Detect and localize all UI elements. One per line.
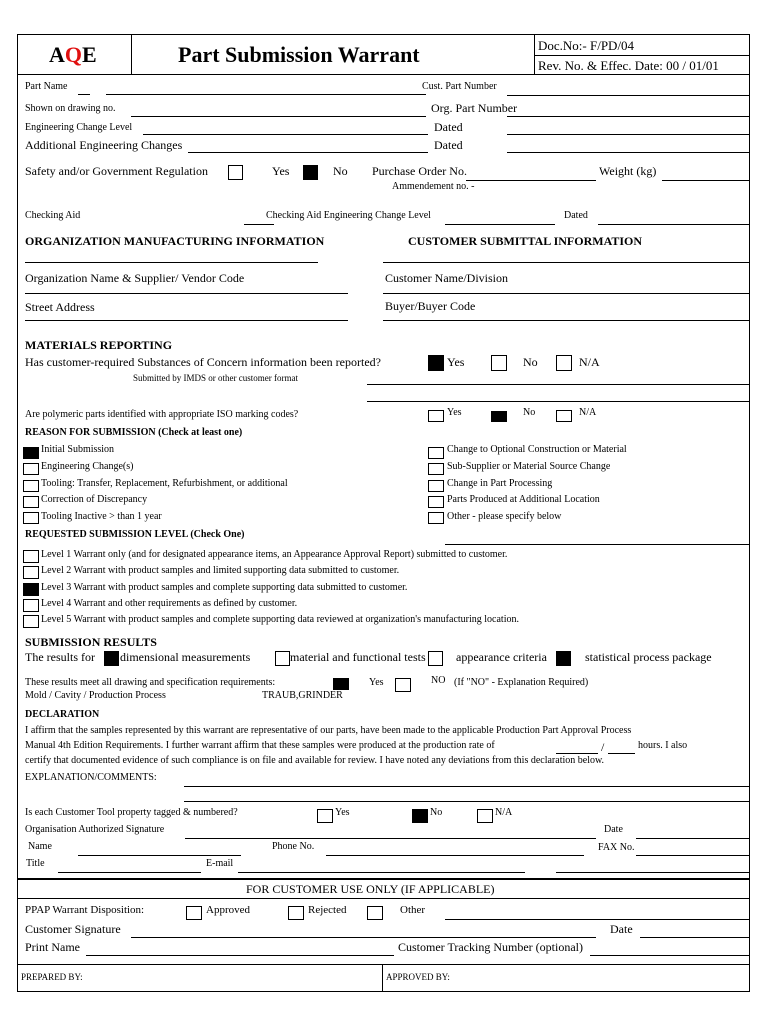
drawing-no-field[interactable] xyxy=(131,116,426,117)
production-rate-slash: / xyxy=(601,740,605,754)
level-3-checkbox[interactable] xyxy=(23,583,39,596)
level-heading: REQUESTED SUBMISSION LEVEL (Check One) xyxy=(25,529,245,540)
email-field[interactable] xyxy=(238,872,525,873)
appearance-label: appearance criteria xyxy=(456,650,547,664)
materials-yes-label: Yes xyxy=(447,355,465,369)
level-5-label: Level 5 Warrant with product samples and complete supporting data reviewed at organization's manufacturing location. xyxy=(41,614,519,625)
authorized-signature-field[interactable] xyxy=(185,838,596,839)
statistical-checkbox[interactable] xyxy=(556,651,571,666)
materials-na-label: N/A xyxy=(579,355,600,369)
company-logo xyxy=(49,42,97,68)
disposition-rejected-checkbox[interactable] xyxy=(288,906,304,920)
polymeric-na-checkbox[interactable] xyxy=(556,410,572,422)
doc-number: Doc.No:- F/PD/04 xyxy=(538,38,635,53)
appearance-checkbox[interactable] xyxy=(428,651,443,666)
disposition-rejected-label: Rejected xyxy=(308,904,347,916)
fax-field[interactable] xyxy=(636,855,749,856)
safety-yes-checkbox[interactable] xyxy=(228,165,243,180)
customer-name-field[interactable] xyxy=(383,293,749,294)
materials-no-checkbox[interactable] xyxy=(491,355,507,371)
meet-yes-label: Yes xyxy=(369,677,384,688)
meet-yes-checkbox[interactable] xyxy=(333,678,349,690)
org-name-label: Organization Name & Supplier/ Vendor Code xyxy=(25,271,245,285)
reason-other-label: Other - please specify below xyxy=(447,511,562,522)
meet-no-label: NO xyxy=(431,675,446,686)
level-2-label: Level 2 Warrant with product samples and limited supporting data submitted to customer. xyxy=(41,565,400,576)
disposition-approved-label: Approved xyxy=(206,904,250,916)
reason-inactive-checkbox[interactable] xyxy=(23,512,39,524)
cust-part-number-label: Cust. Part Number xyxy=(422,81,497,92)
tool-yes-checkbox[interactable] xyxy=(317,809,333,823)
reason-optional-checkbox[interactable] xyxy=(428,447,444,459)
email-field-right[interactable] xyxy=(556,872,749,873)
mold-label: Mold / Cavity / Production Process xyxy=(25,690,166,701)
signature-date-field[interactable] xyxy=(636,838,749,839)
eng-change-level-label: Engineering Change Level xyxy=(25,122,133,133)
explanation-field-2[interactable] xyxy=(184,801,749,802)
reason-tooling-label: Tooling: Transfer, Replacement, Refurbishment, or additional xyxy=(41,478,288,489)
declaration-heading: DECLARATION xyxy=(25,709,100,720)
customer-signature-field[interactable] xyxy=(131,937,596,938)
customer-section-top xyxy=(17,878,750,880)
dimensional-checkbox[interactable] xyxy=(104,651,119,666)
checking-aid-ecl-label: Checking Aid Engineering Change Level xyxy=(266,210,431,221)
header-divider-doc xyxy=(534,55,750,56)
reason-subsupplier-label: Sub-Supplier or Material Source Change xyxy=(447,461,611,472)
email-label: E-mail xyxy=(206,858,234,869)
reason-correction-checkbox[interactable] xyxy=(23,496,39,508)
safety-no-label: No xyxy=(333,164,348,178)
phone-field[interactable] xyxy=(326,855,584,856)
level-5-checkbox[interactable] xyxy=(23,615,39,628)
declaration-line-1: I affirm that the samples represented by this warrant are representative of our parts, have been made to the applicable Production Part Approval Process xyxy=(25,725,632,736)
dated-field-2[interactable] xyxy=(507,152,749,153)
polymeric-na-label: N/A xyxy=(579,407,597,418)
logo-letter-e: E xyxy=(82,42,97,67)
level-2-checkbox[interactable] xyxy=(23,566,39,579)
reason-inactive-label: Tooling Inactive > than 1 year xyxy=(41,511,162,522)
org-info-line-1[interactable] xyxy=(25,262,318,263)
meet-requirements-label: These results meet all drawing and specification requirements: xyxy=(25,677,276,688)
buyer-code-label: Buyer/Buyer Code xyxy=(385,299,476,313)
safety-yes-label: Yes xyxy=(272,164,290,178)
part-name-field[interactable] xyxy=(106,94,426,95)
materials-heading: MATERIALS REPORTING xyxy=(25,338,173,352)
customer-use-heading: FOR CUSTOMER USE ONLY (IF APPLICABLE) xyxy=(246,882,495,896)
disposition-other-field[interactable] xyxy=(445,919,749,920)
weight-label: Weight (kg) xyxy=(599,164,657,178)
level-4-checkbox[interactable] xyxy=(23,599,39,612)
customer-name-label: Customer Name/Division xyxy=(385,271,508,285)
reason-initial-checkbox[interactable] xyxy=(23,447,39,459)
form-title: Part Submission Warrant xyxy=(178,42,420,67)
reason-optional-label: Change to Optional Construction or Material xyxy=(447,444,627,455)
reason-engineering-checkbox[interactable] xyxy=(23,463,39,475)
name-field[interactable] xyxy=(78,855,241,856)
checking-aid-field[interactable] xyxy=(244,224,274,225)
drawing-no-label: Shown on drawing no. xyxy=(25,103,116,114)
eng-change-level-field[interactable] xyxy=(143,134,428,135)
cust-part-number-field[interactable] xyxy=(507,95,749,96)
imds-note: Submitted by IMDS or other customer format xyxy=(133,373,298,383)
authorized-signature-label: Organisation Authorized Signature xyxy=(25,824,165,835)
imds-field-1[interactable] xyxy=(367,384,749,385)
statistical-label: statistical process package xyxy=(585,650,712,664)
disposition-other-checkbox[interactable] xyxy=(367,906,383,920)
approved-by-label: APPROVED BY: xyxy=(386,972,450,982)
reason-location-checkbox[interactable] xyxy=(428,496,444,508)
materials-na-checkbox[interactable] xyxy=(556,355,572,371)
tool-question: Is each Customer Tool property tagged & numbered? xyxy=(25,807,238,818)
safety-regulation-label: Safety and/or Government Regulation xyxy=(25,164,208,178)
title-field[interactable] xyxy=(58,872,201,873)
reason-heading: REASON FOR SUBMISSION (Check at least one) xyxy=(25,427,243,438)
footer-divider xyxy=(382,964,383,991)
customer-section-heading-line xyxy=(17,898,750,899)
print-name-label: Print Name xyxy=(25,940,80,954)
dated-field-1[interactable] xyxy=(507,134,749,135)
logo-letter-q: Q xyxy=(64,42,83,67)
materials-no-label: No xyxy=(523,355,538,369)
tool-na-checkbox[interactable] xyxy=(477,809,493,823)
part-name-field-a[interactable] xyxy=(78,94,90,95)
org-part-number-label: Org. Part Number xyxy=(431,101,518,115)
tool-na-label: N/A xyxy=(495,807,513,818)
ammendement-label: Ammendement no. - xyxy=(392,181,475,192)
reason-subsupplier-checkbox[interactable] xyxy=(428,463,444,475)
additional-changes-label: Additional Engineering Changes xyxy=(25,138,183,152)
polymeric-no-label: No xyxy=(523,407,536,418)
header-divider-left xyxy=(131,34,132,75)
production-hours-field[interactable] xyxy=(608,753,635,754)
declaration-line-3: certify that documented evidence of such compliance is on file and available for review. I have noted any deviations from this declaration below. xyxy=(25,755,605,766)
disposition-approved-checkbox[interactable] xyxy=(186,906,202,920)
street-address-label: Street Address xyxy=(25,300,95,314)
reason-processing-label: Change in Part Processing xyxy=(447,478,553,489)
frame-bottom xyxy=(17,991,750,992)
org-part-number-field[interactable] xyxy=(507,116,749,117)
explanation-required-label: (If "NO" - Explanation Required) xyxy=(454,677,589,688)
level-4-label: Level 4 Warrant and other requirements as defined by customer. xyxy=(41,598,298,609)
production-rate-field[interactable] xyxy=(556,753,598,754)
checking-aid-label: Checking Aid xyxy=(25,210,81,221)
logo-letter-a: A xyxy=(49,42,65,67)
imds-field-2[interactable] xyxy=(367,401,749,402)
print-name-field[interactable] xyxy=(86,955,394,956)
fax-label: FAX No. xyxy=(598,842,635,853)
level-3-label: Level 3 Warrant with product samples and complete supporting data submitted to customer. xyxy=(41,582,408,593)
explanation-field-1[interactable] xyxy=(184,786,749,787)
tracking-number-label: Customer Tracking Number (optional) xyxy=(398,940,583,954)
customer-signature-label: Customer Signature xyxy=(25,922,121,936)
disposition-other-label: Other xyxy=(400,904,426,916)
org-name-field[interactable] xyxy=(25,293,348,294)
title-label: Title xyxy=(26,858,45,869)
org-info-heading: ORGANIZATION MANUFACTURING INFORMATION xyxy=(25,234,325,248)
results-heading: SUBMISSION RESULTS xyxy=(25,635,157,649)
tracking-number-field[interactable] xyxy=(590,955,749,956)
dated-label-1: Dated xyxy=(434,120,463,134)
declaration-hours: hours. I also xyxy=(638,740,688,751)
checking-aid-ecl-field[interactable] xyxy=(445,224,555,225)
cust-info-heading: CUSTOMER SUBMITTAL INFORMATION xyxy=(408,234,643,248)
buyer-code-field[interactable] xyxy=(383,320,749,321)
name-label: Name xyxy=(28,841,52,852)
purchase-order-label: Purchase Order No. xyxy=(372,164,467,178)
results-for-label: The results for xyxy=(25,650,95,664)
disposition-label: PPAP Warrant Disposition: xyxy=(25,904,145,916)
reason-engineering-label: Engineering Change(s) xyxy=(41,461,134,472)
reason-tooling-checkbox[interactable] xyxy=(23,480,39,492)
frame-left xyxy=(17,75,18,992)
tool-yes-label: Yes xyxy=(335,807,350,818)
materials-question: Has customer-required Substances of Concern information been reported? xyxy=(25,355,381,369)
polymeric-yes-checkbox[interactable] xyxy=(428,410,444,422)
explanation-label: EXPLANATION/COMMENTS: xyxy=(25,772,157,783)
other-specify-field[interactable] xyxy=(445,544,749,545)
material-tests-label: material and functional tests xyxy=(290,650,426,664)
reason-correction-label: Correction of Discrepancy xyxy=(41,494,148,505)
tool-no-label: No xyxy=(430,807,443,818)
declaration-line-2: Manual 4th Edition Requirements. I further warrant affirm that these samples were produced at the production rate of xyxy=(25,740,495,751)
customer-date-field[interactable] xyxy=(640,937,749,938)
dated-field-3[interactable] xyxy=(598,224,749,225)
level-1-checkbox[interactable] xyxy=(23,550,39,563)
mold-value: TRAUB,GRINDER xyxy=(262,690,343,701)
polymeric-yes-label: Yes xyxy=(447,407,462,418)
reason-processing-checkbox[interactable] xyxy=(428,480,444,492)
meet-no-checkbox[interactable] xyxy=(395,678,411,692)
part-name-label: Part Name xyxy=(25,81,68,92)
cust-info-line-1[interactable] xyxy=(383,262,749,263)
purchase-order-field[interactable] xyxy=(466,180,596,181)
reason-location-label: Parts Produced at Additional Location xyxy=(447,494,600,505)
revision-info: Rev. No. & Effec. Date: 00 / 01/01 xyxy=(538,58,719,73)
additional-changes-field[interactable] xyxy=(188,152,428,153)
phone-label: Phone No. xyxy=(272,841,315,852)
footer-top xyxy=(17,964,750,965)
reason-other-checkbox[interactable] xyxy=(428,512,444,524)
frame-right xyxy=(749,75,750,992)
safety-no-checkbox[interactable] xyxy=(303,165,318,180)
weight-field[interactable] xyxy=(662,180,749,181)
street-address-field[interactable] xyxy=(25,320,348,321)
tool-no-checkbox[interactable] xyxy=(412,809,428,823)
dimensional-label: dimensional measurements xyxy=(120,650,251,664)
dated-label-3: Dated xyxy=(564,210,588,221)
level-1-label: Level 1 Warrant only (and for designated appearance items, an Appearance Approval Report) submitted to customer. xyxy=(41,549,508,560)
dated-label-2: Dated xyxy=(434,138,463,152)
customer-date-label: Date xyxy=(610,922,633,936)
material-tests-checkbox[interactable] xyxy=(275,651,290,666)
signature-date-label: Date xyxy=(604,824,623,835)
materials-yes-checkbox[interactable] xyxy=(428,355,444,371)
reason-initial-label: Initial Submission xyxy=(41,444,115,455)
polymeric-question: Are polymeric parts identified with appropriate ISO marking codes? xyxy=(25,409,299,420)
polymeric-no-checkbox[interactable] xyxy=(491,411,507,422)
prepared-by-label: PREPARED BY: xyxy=(21,972,83,982)
